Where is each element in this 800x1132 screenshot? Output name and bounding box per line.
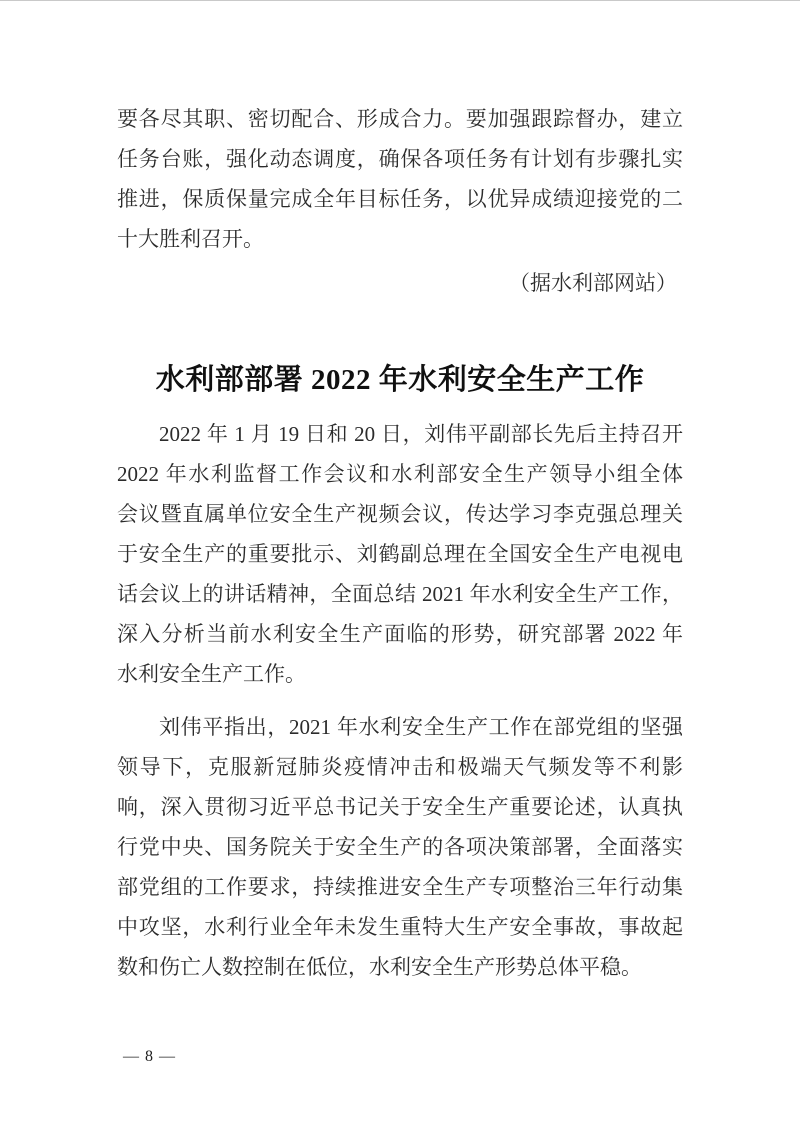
page-content	[117, 1, 683, 987]
body-text-line: 数和伤亡人数控制在低位，水利安全生产形势总体平稳。	[117, 955, 642, 979]
paragraph-continuation	[117, 99, 683, 259]
paragraph	[117, 414, 683, 694]
paragraph	[117, 707, 683, 987]
body-text-line: 2022 年水利监督工作会议和水利部安全生产领导小组全体	[117, 462, 683, 486]
page-number: — 8 —	[123, 1048, 176, 1065]
body-text-line: 水利安全生产工作。	[117, 662, 306, 686]
source-attribution: （据水利部网站）	[509, 271, 677, 295]
body-text-line: 刘伟平指出，2021 年水利安全生产工作在部党组的坚强	[159, 715, 683, 739]
body-text-line: 2022 年 1 月 19 日和 20 日，刘伟平副部长先后主持召开	[159, 422, 683, 446]
body-text-line: 十大胜利召开。	[117, 227, 264, 251]
body-text-line: 部党组的工作要求，持续推进安全生产专项整治三年行动集	[117, 875, 683, 899]
body-text-line: 响，深入贯彻习近平总书记关于安全生产重要论述，认真执	[117, 795, 683, 819]
body-text-line: 领导下，克服新冠肺炎疫情冲击和极端天气频发等不利影	[117, 755, 683, 779]
body-text-line: 推进，保质保量完成全年目标任务，以优异成绩迎接党的二	[117, 187, 683, 211]
body-text-line: 中攻坚，水利行业全年未发生重特大生产安全事故，事故起	[117, 915, 683, 939]
body-text-line: 要各尽其职、密切配合、形成合力。要加强跟踪督办，建立	[117, 107, 683, 131]
body-text-line: 会议暨直属单位安全生产视频会议，传达学习李克强总理关	[117, 502, 683, 526]
body-text-line: 于安全生产的重要批示、刘鹤副总理在全国安全生产电视电	[117, 542, 683, 566]
body-text-line: 深入分析当前水利安全生产面临的形势，研究部署 2022 年	[117, 622, 683, 646]
body-text-line: 任务台账，强化动态调度，确保各项任务有计划有步骤扎实	[117, 147, 683, 171]
article-title: 水利部部署 2022 年水利安全生产工作	[155, 364, 645, 396]
body-text-line: 话会议上的讲话精神，全面总结 2021 年水利安全生产工作，	[117, 582, 683, 606]
body-text-line: 行党中央、国务院关于安全生产的各项决策部署，全面落实	[117, 835, 683, 859]
